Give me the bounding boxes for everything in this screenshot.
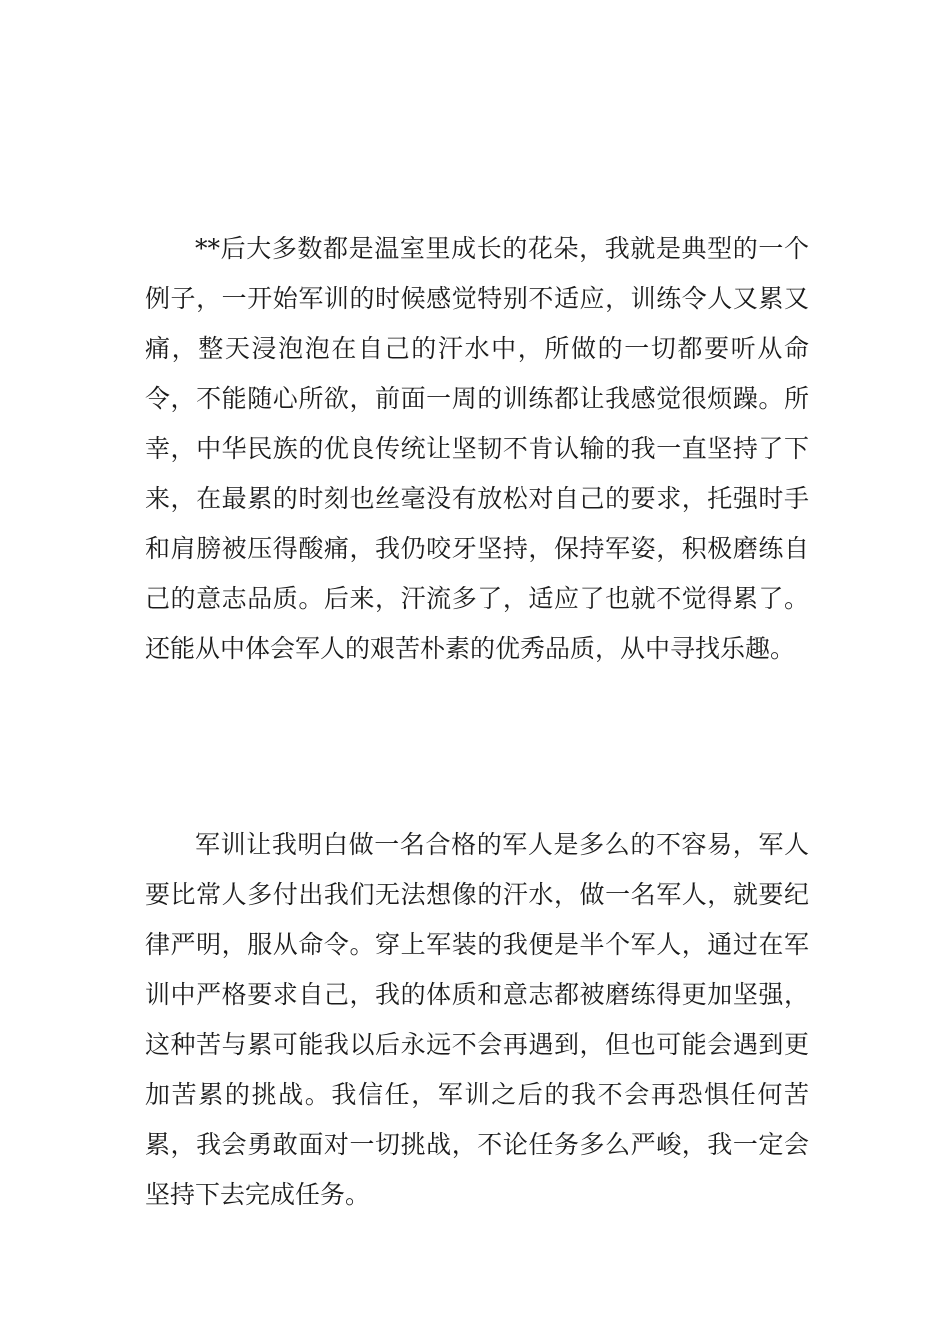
body-paragraph-2: 军训让我明白做一名合格的军人是多么的不容易，军人要比常人多付出我们无法想像的汗水，做一名军人，就要纪律严明，服从命令。穿上军装的我便是半个军人，通过在军训中严格要求自己，我的体质和意志都被磨练得更加坚强，这种苦与累可能我以后永远不会再遇到，但也可能会遇到更加苦累的挑战。我信任，军训之后的我不会再恐惧任何苦累，我会勇敢面对一切挑战，不论任务多么严峻，我一定会坚持下去完成任务。 bbox=[145, 830, 809, 1209]
body-paragraph-1: **后大多数都是温室里成长的花朵，我就是典型的一个例子，一开始军训的时候感觉特别不适应，训练令人又累又痛，整天浸泡泡在自己的汗水中，所做的一切都要听从命令，不能随心所欲，前面一周的训练都让我感觉很烦躁。所幸，中华民族的优良传统让坚韧不肯认输的我一直坚持了下来，在最累的时刻也丝毫没有放松对自己的要求，托强时手和肩膀被压得酸痛，我仍咬牙坚持，保持军姿，积极磨练自己的意志品质。后来，汗流多了，适应了也就不觉得累了。还能从中体会军人的艰苦朴素的优秀品质，从中寻找乐趣。 bbox=[145, 234, 809, 663]
